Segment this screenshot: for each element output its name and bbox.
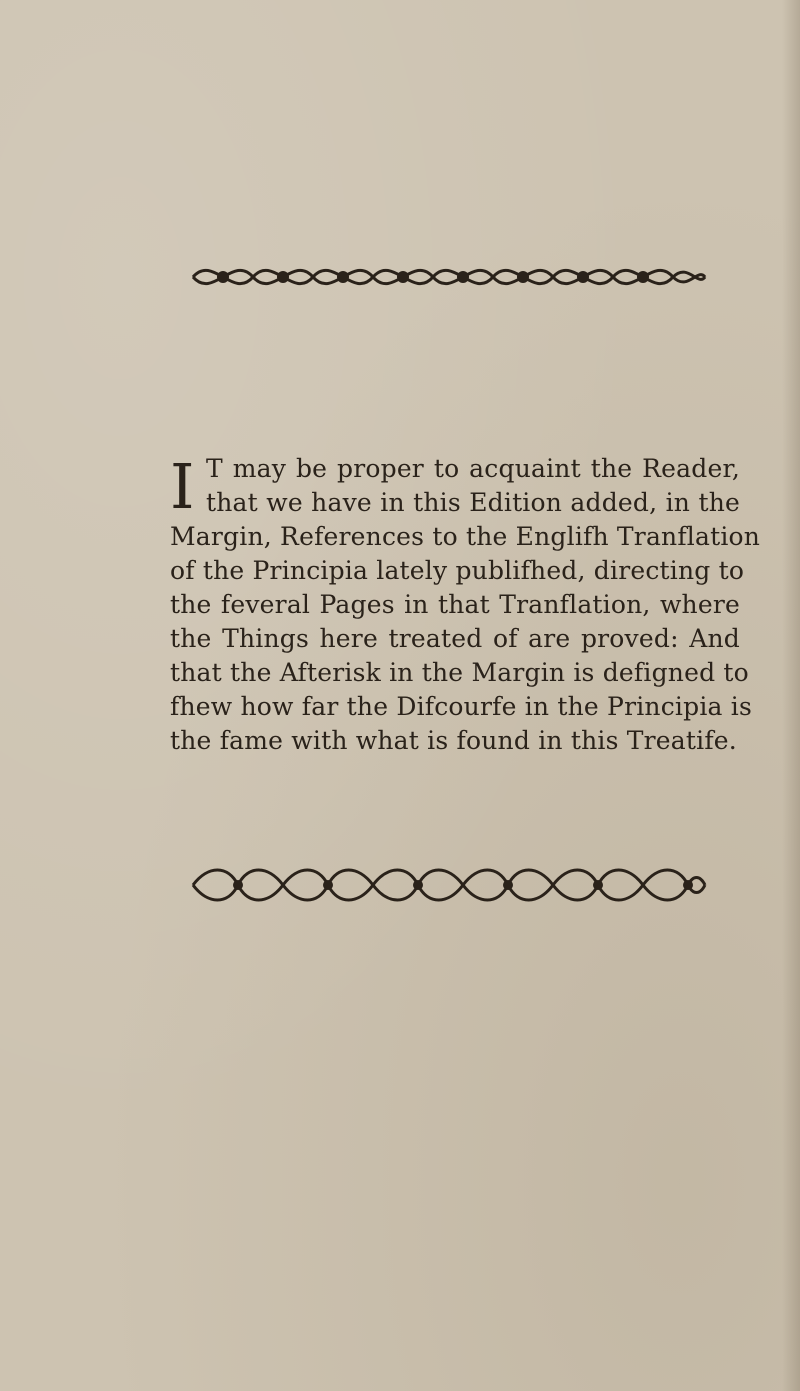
page-edge — [782, 0, 800, 1391]
ornament-band-bottom — [188, 860, 710, 910]
notice-line: T may be proper to acquaint the Reader, — [206, 454, 740, 483]
ornament-band-top — [188, 252, 710, 302]
ornament-top-graphic — [188, 252, 710, 302]
ornament-bottom-graphic — [188, 860, 710, 910]
notice-line: the feveral Pages in that Tranflation, where — [170, 590, 740, 619]
notice-line: of the Principia lately publifhed, directing to — [170, 556, 745, 585]
notice-line: the Things here treated of are proved: And — [170, 624, 740, 653]
notice-line: that the Afterisk in the Margin is defigned to — [170, 658, 749, 687]
notice-text — [170, 450, 761, 758]
notice-line: that we have in this Edition added, in the — [206, 488, 740, 517]
notice-line: Margin, References to the Englifh Tranflation — [170, 522, 761, 551]
notice-line: the fame with what is found in this Treatife. — [170, 726, 737, 755]
drop-cap: I — [170, 450, 195, 523]
notice-line: fhew how far the Difcourfe in the Principia is — [170, 692, 753, 721]
